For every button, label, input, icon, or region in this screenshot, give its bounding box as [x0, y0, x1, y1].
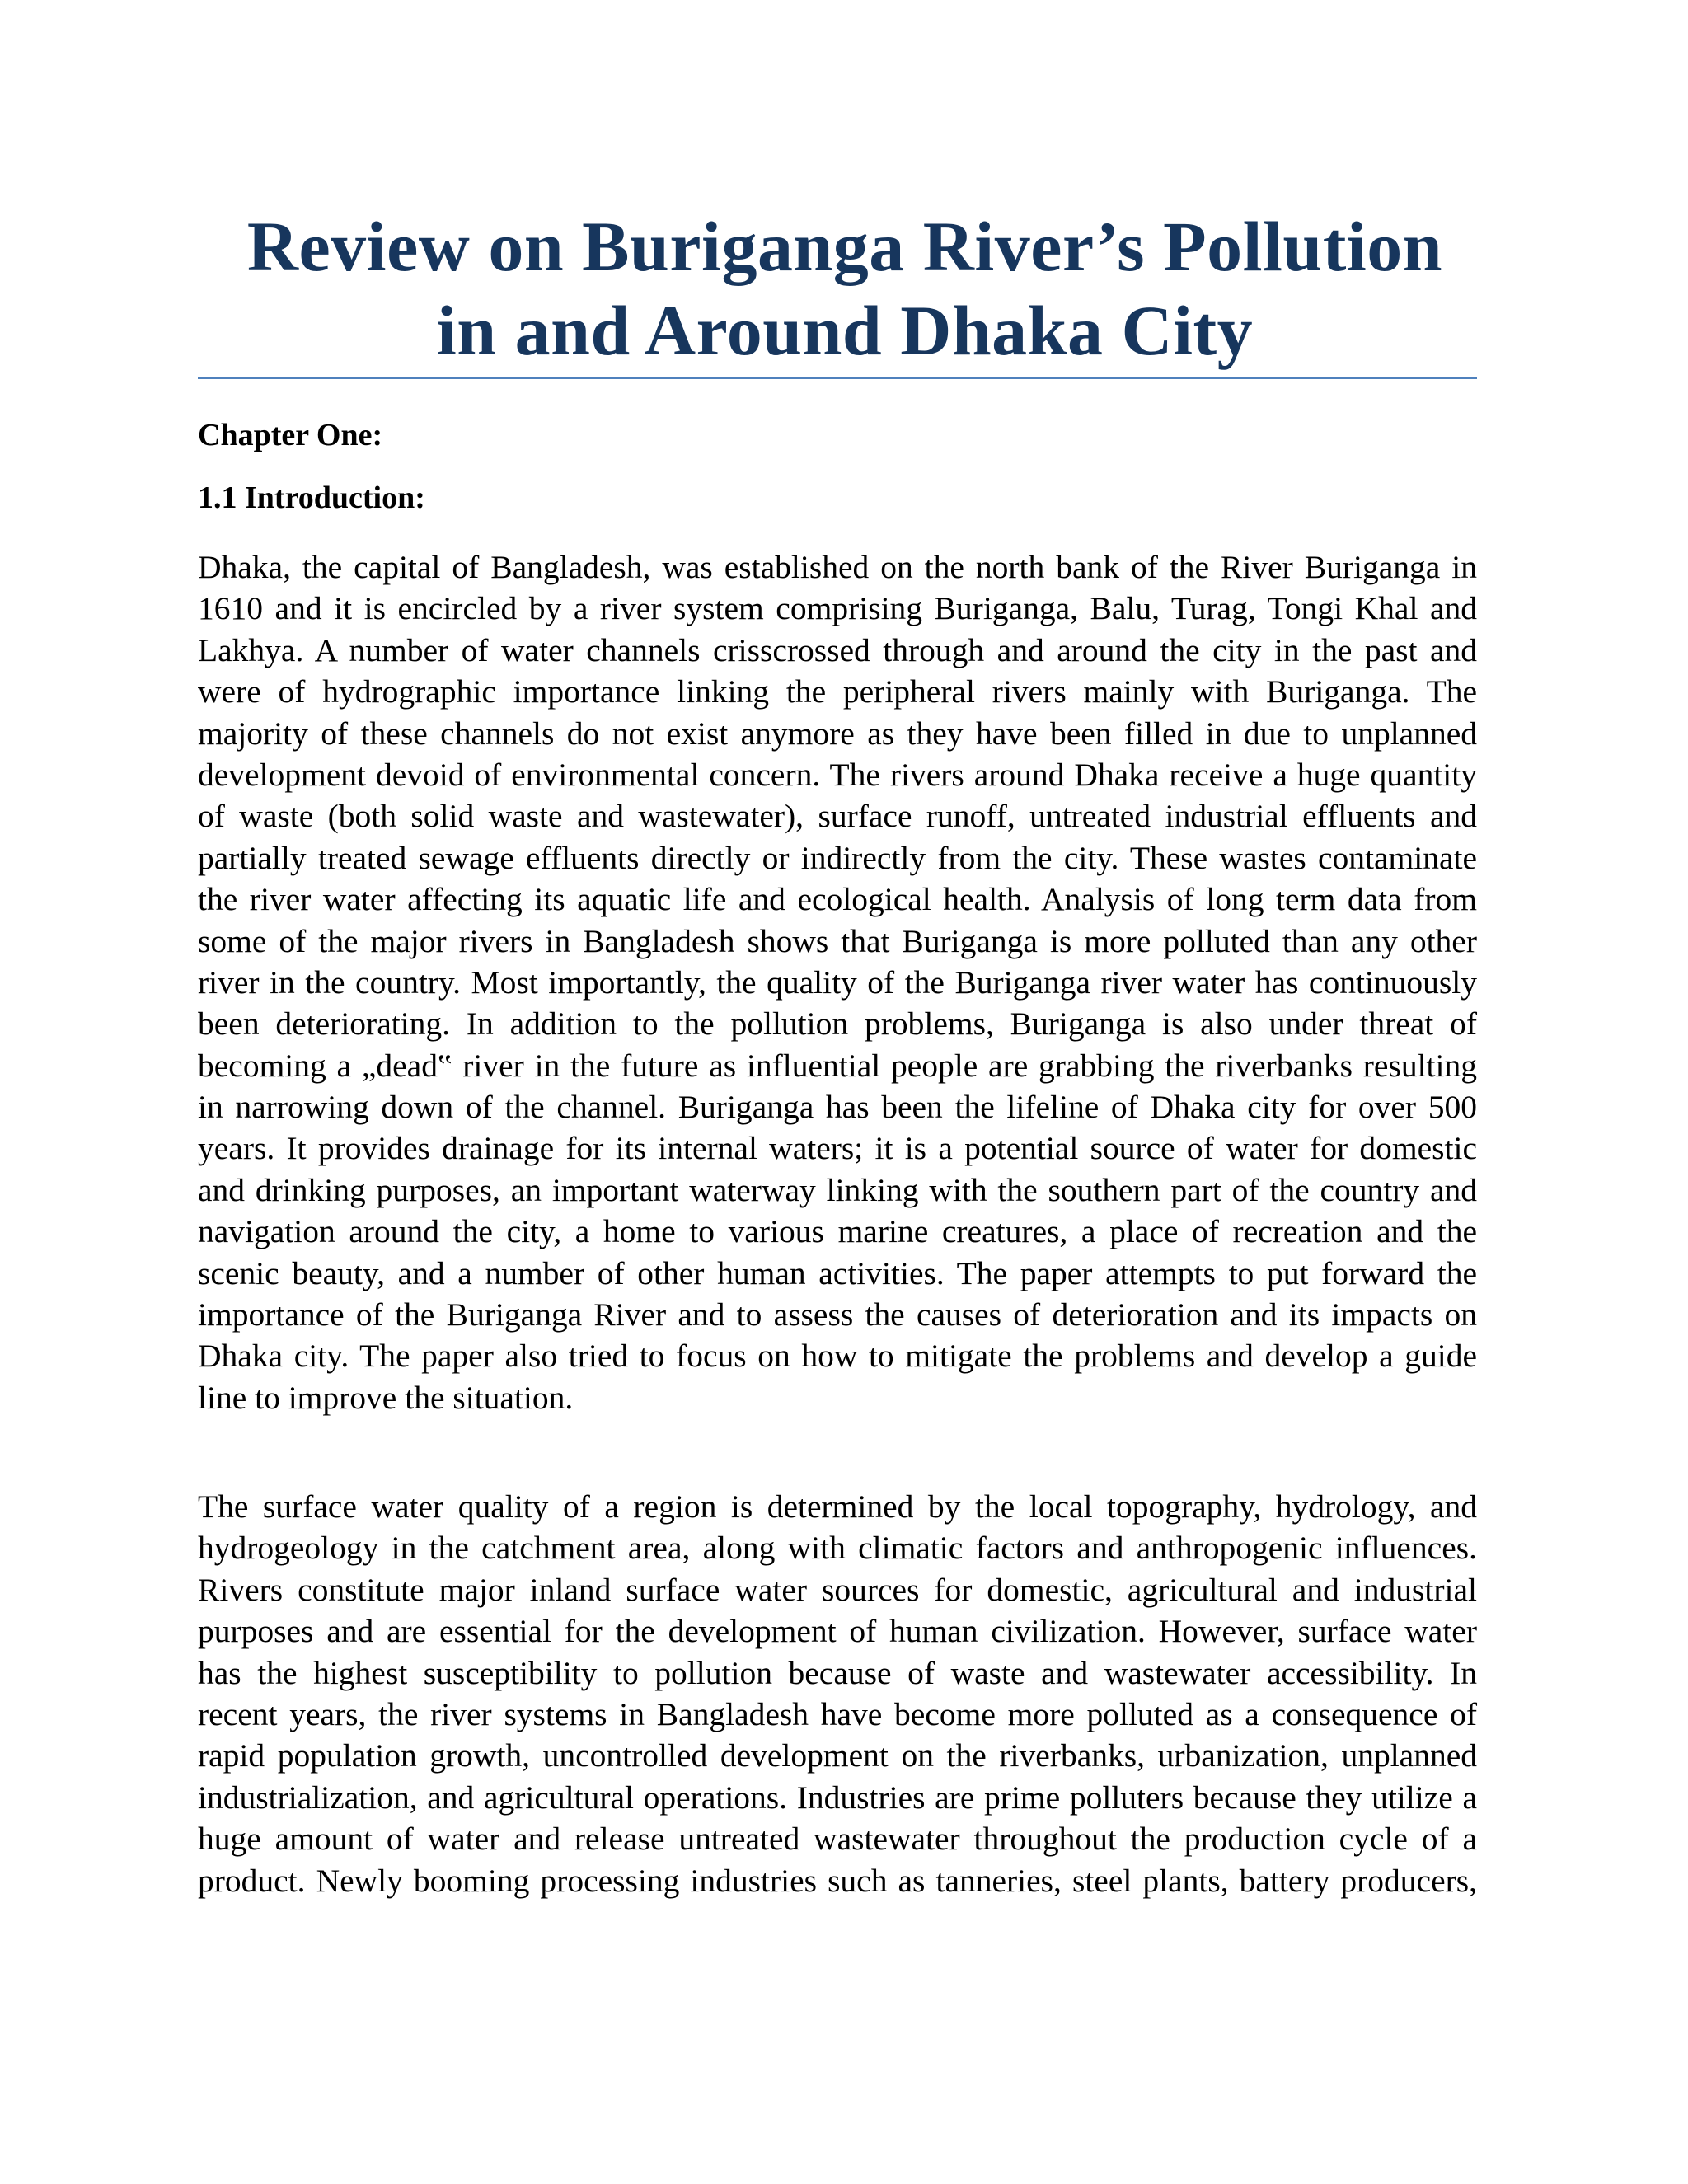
text-line: scenic beauty, and a number of other human activities. The paper attempts to put forward the: [198, 1254, 1477, 1291]
text-line: The surface water quality of a region is determined by the local topography, hydrology, and: [198, 1488, 1477, 1525]
text-line: and drinking purposes, an important waterway linking with the southern part of the country and: [198, 1171, 1477, 1208]
text-line: river in the country. Most importantly, the quality of the Buriganga river water has continuously: [198, 963, 1477, 1001]
text-line: becoming a „dead‟ river in the future as influential people are grabbing the riverbanks resulting: [198, 1047, 1477, 1084]
section-heading: 1.1 Introduction:: [198, 480, 425, 515]
text-line: partially treated sewage effluents directly or indirectly from the city. These wastes contaminate: [198, 839, 1477, 876]
document-title: [190, 204, 1500, 373]
paragraph-2: [198, 1486, 1477, 1901]
text-line: navigation around the city, a home to various marine creatures, a place of recreation and the: [198, 1213, 1477, 1250]
chapter-heading: Chapter One:: [198, 418, 383, 452]
text-line: years. It provides drainage for its internal waters; it is a potential source of water for domestic: [198, 1130, 1477, 1167]
title-line-2: in and Around Dhaka City: [436, 291, 1254, 370]
text-line: hydrogeology in the catchment area, along with climatic factors and anthropogenic influences.: [198, 1530, 1477, 1567]
text-line: development devoid of environmental concern. The rivers around Dhaka receive a huge quantity: [198, 756, 1477, 793]
text-line: of waste (both solid waste and wastewater), surface runoff, untreated industrial effluents and: [198, 798, 1477, 835]
text-line: importance of the Buriganga River and to assess the causes of deterioration and its impacts on: [198, 1296, 1477, 1333]
paragraph-1: [198, 546, 1477, 1418]
title-divider: [198, 377, 1477, 379]
text-line: Lakhya. A number of water channels crisscrossed through and around the city in the past and: [198, 631, 1477, 668]
text-line: line to improve the situation.: [198, 1379, 574, 1416]
text-line: Rivers constitute major inland surface water sources for domestic, agricultural and industrial: [198, 1571, 1477, 1608]
text-line: industrialization, and agricultural operations. Industries are prime polluters because they utilize a: [198, 1779, 1477, 1816]
text-line: majority of these channels do not exist anymore as they have been filled in due to unplanned: [198, 715, 1477, 752]
text-line: product. Newly booming processing industries such as tanneries, steel plants, battery producers,: [198, 1862, 1477, 1899]
text-line: huge amount of water and release untreated wastewater throughout the production cycle of a: [198, 1821, 1477, 1858]
text-line: Dhaka, the capital of Bangladesh, was established on the north bank of the River Buriganga in: [198, 549, 1477, 585]
text-line: purposes and are essential for the development of human civilization. However, surface water: [198, 1613, 1477, 1650]
text-line: been deteriorating. In addition to the pollution problems, Buriganga is also under threat of: [198, 1005, 1477, 1043]
text-line: 1610 and it is encircled by a river system comprising Buriganga, Balu, Turag, Tongi Khal and: [198, 590, 1477, 627]
text-line: recent years, the river systems in Bangladesh have become more polluted as a consequence of: [198, 1695, 1477, 1732]
text-line: were of hydrographic importance linking the peripheral rivers mainly with Buriganga. The: [198, 673, 1477, 710]
text-line: in narrowing down of the channel. Buriganga has been the lifeline of Dhaka city for over 500: [198, 1089, 1477, 1126]
text-line: has the highest susceptibility to pollution because of waste and wastewater accessibility. In: [198, 1654, 1477, 1691]
text-line: Dhaka city. The paper also tried to focus on how to mitigate the problems and develop a guide: [198, 1338, 1477, 1375]
text-line: rapid population growth, uncontrolled development on the riverbanks, urbanization, unplanned: [198, 1737, 1477, 1774]
title-line-1: Review on Buriganga River’s Pollution: [246, 207, 1443, 286]
text-line: some of the major rivers in Bangladesh shows that Buriganga is more polluted than any other: [198, 922, 1477, 959]
text-line: the river water affecting its aquatic life and ecological health. Analysis of long term data from: [198, 881, 1477, 918]
